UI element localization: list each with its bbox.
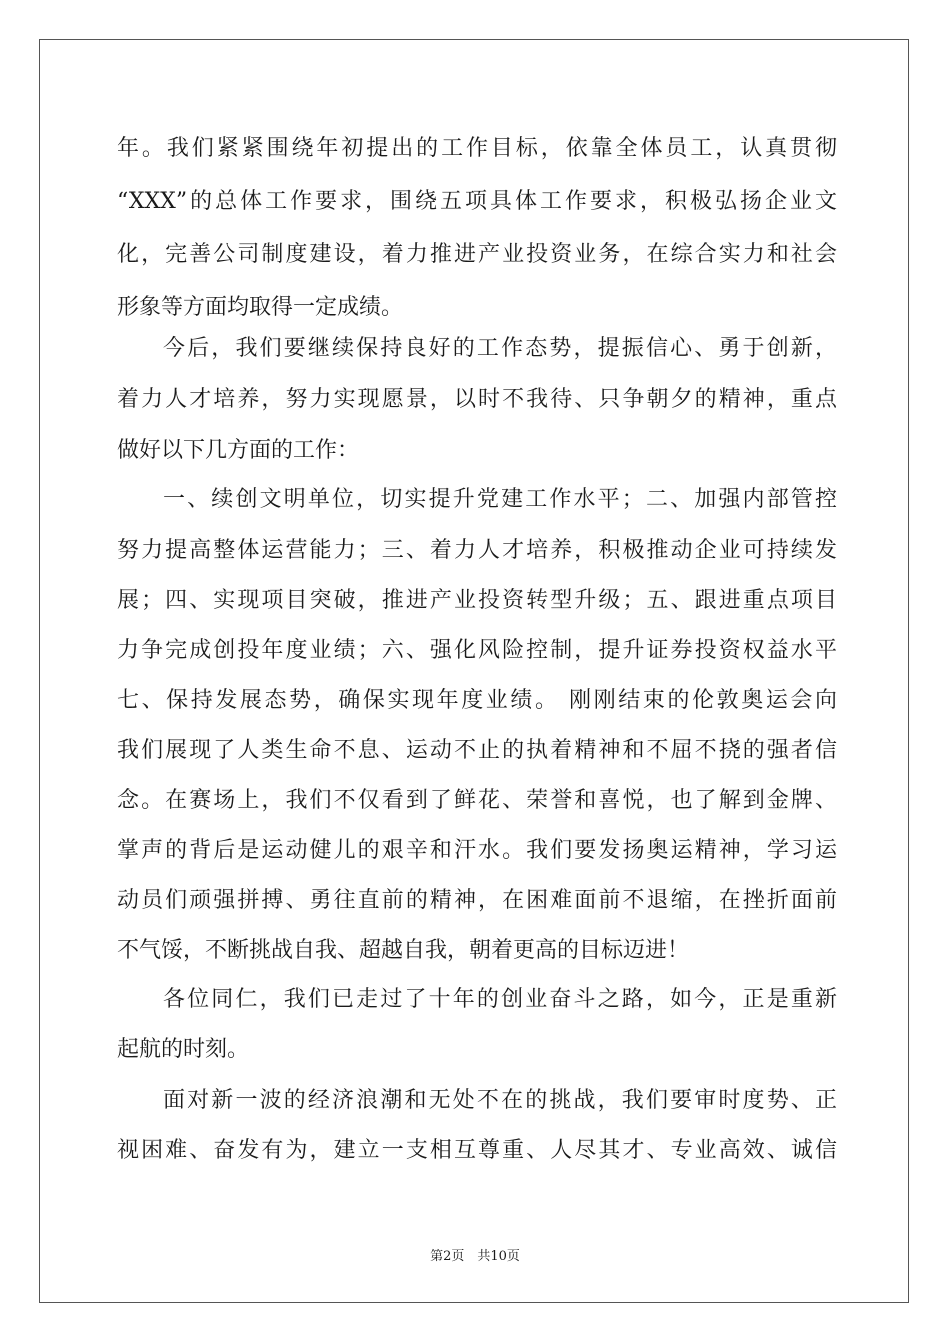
text-line: 一、续创文明单位，切实提升党建工作水平；二、加强内部管控 — [163, 487, 837, 512]
text-line: 七、保持发展态势，确保实现年度业绩。 刚刚结束的伦敦奥运会向 — [117, 688, 837, 713]
text-line: 动员们顽强拼搏、勇往直前的精神，在困难面前不退缩，在挫折面前 — [117, 888, 837, 913]
page-number-footer: 第2页 共10页 — [430, 1249, 520, 1264]
text-line: 今后，我们要继续保持良好的工作态势，提振信心、勇于创新， — [163, 336, 837, 361]
text-line: 年。我们紧紧围绕年初提出的工作目标，依靠全体员工，认真贯彻 — [117, 136, 837, 161]
text-line: 起航的时刻。 — [117, 1037, 250, 1062]
text-line: 努力提高整体运营能力；三、着力人才培养，积极推动企业可持续发 — [117, 538, 837, 563]
text-line: “XXX”的总体工作要求，围绕五项具体工作要求，积极弘扬企业文 — [117, 189, 837, 214]
text-line: 各位同仁，我们已走过了十年的创业奋斗之路，如今，正是重新 — [163, 987, 837, 1012]
text-line: 力争完成创投年度业绩；六、强化风险控制，提升证券投资权益水平 — [117, 638, 837, 663]
text-line: 着力人才培养，努力实现愿景，以时不我待、只争朝夕的精神，重点 — [117, 387, 837, 412]
text-line: 不气馁，不断挑战自我、超越自我，朝着更高的目标迈进！ — [117, 938, 690, 963]
text-line: 展；四、实现项目突破，推进产业投资转型升级；五、跟进重点项目 — [117, 588, 837, 613]
text-line: 面对新一波的经济浪潮和无处不在的挑战，我们要审时度势、正 — [163, 1088, 837, 1113]
text-line: 掌声的背后是运动健儿的艰辛和汗水。我们要发扬奥运精神，学习运 — [117, 838, 837, 863]
text-line: 视困难、奋发有为，建立一支相互尊重、人尽其才、专业高效、诚信 — [117, 1138, 837, 1163]
text-line: 化，完善公司制度建设，着力推进产业投资业务，在综合实力和社会 — [117, 242, 837, 267]
text-line: 做好以下几方面的工作： — [117, 438, 360, 463]
text-line: 念。在赛场上，我们不仅看到了鲜花、荣誉和喜悦，也了解到金牌、 — [117, 788, 837, 813]
text-line: 我们展现了人类生命不息、运动不止的执着精神和不屈不挠的强者信 — [117, 738, 837, 763]
text-line: 形象等方面均取得一定成绩。 — [117, 295, 404, 320]
